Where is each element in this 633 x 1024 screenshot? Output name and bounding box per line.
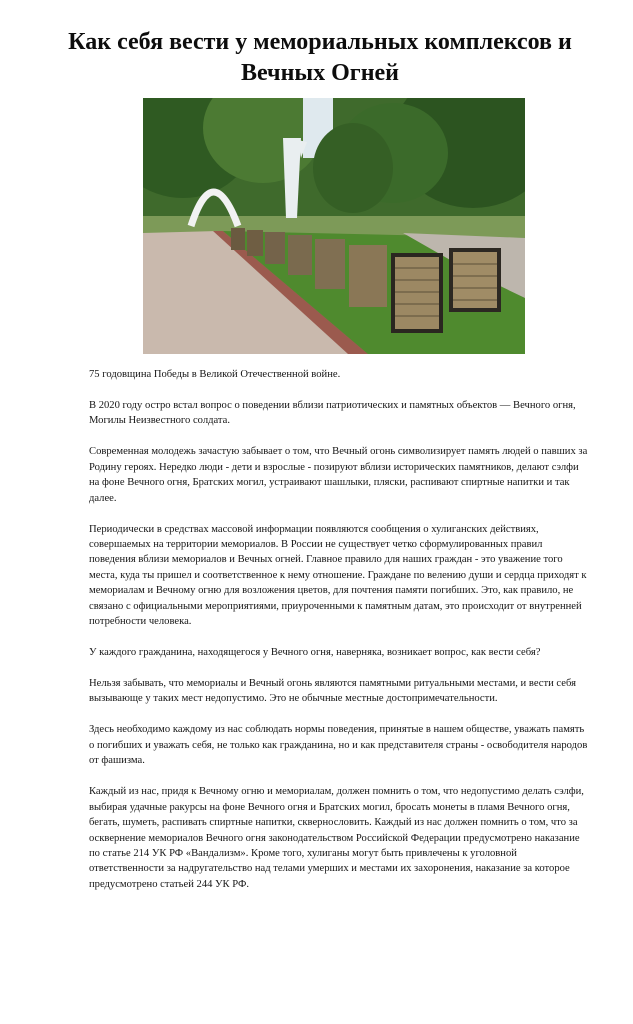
paragraph: Здесь необходимо каждому из нас соблюдать нормы поведения, принятые в нашем обществе, уважать память о погибших и уважать себя, не только как гражданина, но и как представителя страны - освободителя народов от фашизма.	[89, 724, 588, 767]
paragraph: Современная молодежь зачастую забывает о том, что Вечный огонь символизирует память людей о павших за Родину героях. Нередко люди - дети и взрослые - позируют вблизи исторических памятников, делают сэлфи на фоне Вечного огня, Братских могил, устраивают шашлыки, пляски, распивают спиртные напитки и так далее.	[89, 446, 588, 504]
memorial-photo	[143, 98, 525, 354]
page-title: Как себя вести у мемориальных комплексов и Вечных Огней	[68, 29, 572, 86]
paragraph: 75 годовщина Победы в Великой Отечественной войне.	[89, 369, 341, 380]
paragraph: В 2020 году остро встал вопрос о поведении вблизи патриотических и памятных объектов — Вечного огня, Могилы Неизвестного солдата.	[89, 400, 576, 427]
paragraph: Периодически в средствах массовой информации появляются сообщения о хулиганских действиях, совершаемых на территории мемориалов. В России не существует четко сформулированных правил поведения вблизи мемориалов и Вечных огней. Главное правило для наших граждан - это уважение того места, куда ты пришел и соответственное к нему отношение. Граждане по велению души и сердца приходят к мемориалам и Вечному огню для возложения цветов, для почтения памяти погибших. Это, как правило, не связано с официальными мероприятиями, приуроченными к памятным датам, это происходит от внутренней потребности человека.	[89, 523, 587, 628]
paragraph: Каждый из нас, придя к Вечному огню и мемориалам, должен помнить о том, что недопустимо делать сэлфи, выбирая удачные ракурсы на фоне Вечного огня и Братских могил, бросать монеты в пламя Вечного огня, бегать, шуметь, распивать спиртные напитки, сквернословить. Каждый из нас должен помнить о том, что за осквернение мемориалов Вечного огня законодательством Российской Федерации предусмотрено наказание по статье 214 УК РФ «Вандализм». Кроме того, хулиганы могут быть привлечены к уголовной ответственности за надругательство над телами умерших и местами их захоронения, наказание за которое предусмотрено статьей 244 УК РФ.	[89, 786, 584, 890]
paragraph: Нельзя забывать, что мемориалы и Вечный огонь являются памятными ритуальными местами, и вести себя вызывающе у таких мест недопустимо. Это не обычные местные достопримечательности.	[89, 678, 576, 705]
paragraph: У каждого гражданина, находящегося у Вечного огня, наверняка, возникает вопрос, как вести себя?	[89, 647, 541, 659]
article-body	[89, 367, 589, 908]
